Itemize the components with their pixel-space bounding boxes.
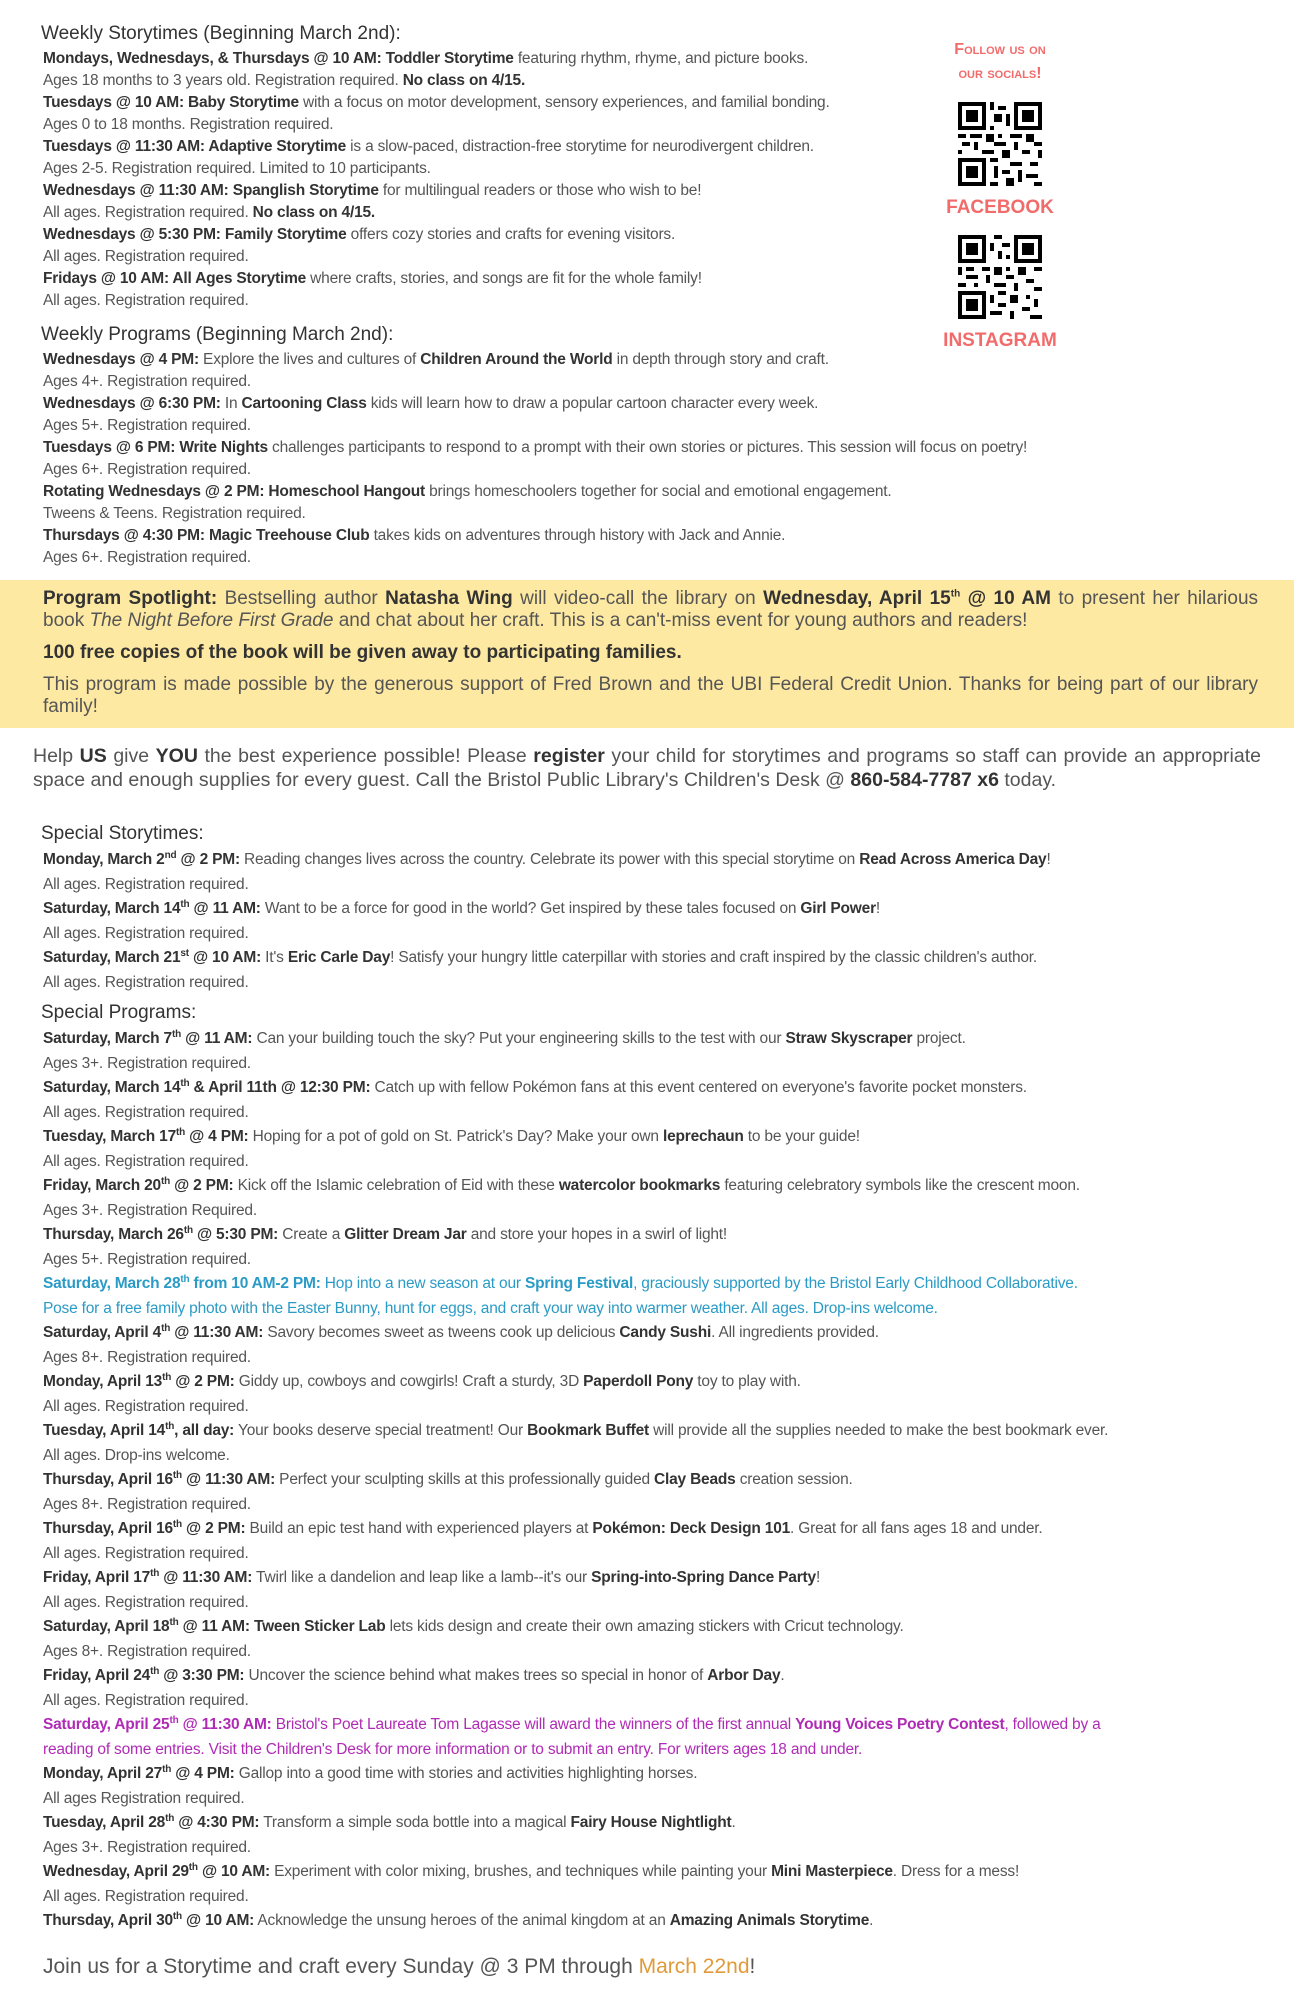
list-line [43,922,1103,947]
text-segment: challenges participants to respond to a prompt with their own stories or pictures. This session will focus on poetry! [267,439,1028,456]
list-line [43,1199,1103,1224]
text-segment: All ages. Registration required. [43,1152,249,1170]
list-line [43,1860,1103,1885]
bold-text: Mondays, Wednesdays, & Thursdays @ 10 AM: Toddler Storytime [43,50,514,67]
text-segment: . All ingredients provided. [711,1324,879,1341]
bold-text: Clay Beads [654,1471,736,1488]
special-storytimes-list [43,848,1103,995]
bold-text: th [150,1567,160,1579]
list-line [43,1444,1103,1469]
spotlight-paragraph [43,588,1258,632]
bold-text: @ 10 AM: [197,1863,271,1880]
text-segment: Ages 5+. Registration required. [43,417,251,434]
text-segment: Ages 6+. Registration required. [43,549,251,566]
bold-text: @ 10 AM [960,588,1051,609]
list-line [43,1248,1103,1273]
text-segment: Create a [278,1226,345,1243]
bold-text: Bookmark Buffet [527,1422,650,1439]
bold-text: Rotating Wednesdays @ 2 PM: Homeschool Hangout [43,483,425,500]
bold-text: No class on 4/15. [402,72,526,89]
bold-text: th [188,1861,198,1873]
list-line [43,1272,1103,1297]
text-segment: the best experience possible! Please [197,745,534,767]
text-segment: takes kids on adventures through history with Jack and Annie. [369,527,786,544]
bold-text: , all day: [174,1422,235,1439]
weekly-programs-list [43,349,1103,569]
bold-text: Glitter Dream Jar [344,1226,467,1243]
text-segment: Ages 5+. Registration required. [43,1250,251,1268]
list-line [43,1787,1103,1812]
text-segment: Ages 3+. Registration Required. [43,1201,257,1219]
bold-text: @ 2 PM: [170,1177,234,1194]
text-segment: All ages. Registration required. [43,1691,249,1709]
text-segment: Tweens & Teens. Registration required. [43,505,306,522]
instagram-qr-code-icon[interactable] [958,235,1042,319]
text-segment: give [106,745,156,767]
list-line [43,1150,1103,1175]
text-segment: with a focus on motor development, sensory experiences, and familial bonding. [298,94,830,111]
bold-text: @ 4 PM: [185,1128,249,1145]
list-line [43,1052,1103,1077]
list-line [43,1517,1103,1542]
list-line [43,1468,1103,1493]
bold-text: Thursday, April 16 [43,1471,173,1488]
bold-text: from 10 AM-2 PM: [189,1275,321,1292]
facebook-label[interactable]: FACEBOOK [946,197,1054,218]
bold-text: US [79,745,107,767]
spotlight-text [43,588,1258,728]
text-segment: All ages. Registration required. [43,204,253,221]
text-segment: Build an epic test hand with experienced players at [245,1520,593,1537]
bold-text: Friday, March 20 [43,1177,161,1194]
bold-text: Wednesday, April 29 [43,1863,189,1880]
bold-text: st [180,947,189,959]
bold-text: th [162,1763,172,1775]
text-segment: Ages 0 to 18 months. Registration required. [43,116,334,133]
bold-text: Pokémon: Deck Design 101 [592,1520,791,1537]
text-segment: and store your hopes in a swirl of light! [466,1226,728,1243]
bold-text: th [169,1616,179,1628]
list-line [43,1762,1103,1787]
text-segment: Twirl like a dandelion and leap like a lamb--it's our [252,1569,592,1586]
bold-text: nd [164,849,177,861]
list-line [43,1811,1103,1836]
bold-text: Saturday, March 28 [43,1275,181,1292]
list-line [43,481,1103,503]
bold-text: th [169,1714,179,1726]
bold-text: @ 3:30 PM: [159,1667,245,1684]
section-heading: Special Storytimes: [39,820,212,848]
social-title-line2: our socials! [958,65,1042,82]
list-line [43,1591,1103,1616]
bold-text: th [950,588,961,600]
bold-text: 100 free copies of the book will be given away to participating families. [43,642,682,663]
text-segment: toy to play with. [693,1373,801,1390]
text-segment: Transform a simple soda bottle into a magical [259,1814,571,1831]
bold-text: Paperdoll Pony [583,1373,694,1390]
bold-text: th [183,1224,193,1236]
text-segment: , graciously supported by the Bristol Early Childhood Collaborative. [633,1275,1078,1292]
text-segment: Ages 6+. Registration required. [43,461,251,478]
text-segment: , followed by a [1004,1716,1101,1733]
list-line [43,1297,1103,1322]
bold-text: @ 11 AM: Tween Sticker Lab [178,1618,386,1635]
text-segment: Gallop into a good time with stories and activities highlighting horses. [234,1765,698,1782]
list-line [43,946,1103,971]
text-segment: All ages. Registration required. [43,973,249,991]
list-line [43,393,1103,415]
text-segment: Bristol's Poet Laureate Tom Lagasse will award the winners of the first annual [271,1716,796,1733]
program-spotlight-banner [0,580,1294,728]
text-segment: Experiment with color mixing, brushes, and techniques while painting your [270,1863,772,1880]
text-segment: All ages Registration required. [43,1789,245,1807]
bold-text: Saturday, March 14 [43,1079,181,1096]
bold-text: th [180,898,190,910]
bold-text: Thursday, April 16 [43,1520,173,1537]
list-line [43,525,1103,547]
section-heading: Special Programs: [39,999,204,1027]
text-segment: ! [1046,851,1051,868]
text-segment: your child for storytimes and programs so staff can provide an appropriate space and enough supplies for every guest. Call the Bristol Public Library's Children's Desk @ [33,745,1261,791]
text-segment: featuring rhythm, rhyme, and picture books. [513,50,809,67]
text-segment: Perfect your sculpting skills at this professionally guided [275,1471,655,1488]
bold-text: Saturday, April 4 [43,1324,162,1341]
list-line [43,1174,1103,1199]
text-segment: and chat about her craft. This is a can't-miss event for young authors and readers! [333,610,1028,631]
bold-text: @ 5:30 PM: [192,1226,279,1243]
bold-text: @ 11:30 AM: [170,1324,264,1341]
bold-text: @ 2 PM: [181,1520,246,1537]
bold-text: @ 11 AM: [189,900,261,917]
list-line [43,1713,1103,1738]
text-segment: will video-call the library on [512,588,764,609]
text-segment: Ages 8+. Registration required. [43,1495,251,1513]
list-line [43,848,1103,873]
bold-text: Tuesday, April 14 [43,1422,166,1439]
bold-text: th [180,1273,190,1285]
list-line [43,1419,1109,1444]
text-segment: Ages 18 months to 3 years old. Registration required. [43,72,403,89]
bold-text: Girl Power [800,900,876,917]
text-segment: Ages 2-5. Registration required. Limited to 10 participants. [43,160,431,177]
list-line [43,1885,1103,1910]
text-segment: Want to be a force for good in the world? Get inspired by these tales focused on [260,900,801,917]
list-line [43,437,1103,459]
bold-text: th [180,1077,190,1089]
bold-text: Wednesday, April 15 [763,588,951,609]
text-segment: will provide all the supplies needed to make the best bookmark ever. [649,1422,1109,1439]
bold-text: @ 11:30 AM: [178,1716,272,1733]
bold-text: Tuesdays @ 6 PM: Write Nights [43,439,268,456]
bold-text: Tuesdays @ 11:30 AM: Adaptive Storytime [43,138,347,155]
bold-text: @ 11 AM: [181,1030,253,1047]
text-segment: Reading changes lives across the country. Celebrate its power with this special storytime on [239,851,860,868]
bold-text: Thursday, March 26 [43,1226,184,1243]
bold-text: Tuesday, March 17 [43,1128,176,1145]
text-segment: Ages 8+. Registration required. [43,1348,251,1366]
bold-text: Thursdays @ 4:30 PM: Magic Treehouse Club [43,527,370,544]
text-segment: All ages. Registration required. [43,1593,249,1611]
bold-text: Wednesdays @ 6:30 PM: [43,395,221,412]
text-segment: is a slow-paced, distraction-free storytime for neurodivergent children. [346,138,814,155]
list-line [43,1689,1103,1714]
bold-text: Saturday, March 7 [43,1030,172,1047]
bold-text: Eric Carle Day [287,949,391,966]
bold-text: Tuesday, April 28 [43,1814,166,1831]
instagram-label[interactable]: INSTAGRAM [943,330,1057,351]
list-line [43,873,1103,898]
text-segment: All ages. Registration required. [43,1544,249,1562]
text-segment: Ages 3+. Registration required. [43,1054,251,1072]
footer-end: ! [749,1955,756,1978]
text-segment: All ages. Drop-ins welcome. [43,1446,230,1464]
bold-text: Saturday, March 21 [43,949,181,966]
text-segment: Acknowledge the unsung heroes of the animal kingdom at an [254,1912,670,1929]
text-segment: Ages 4+. Registration required. [43,373,251,390]
bold-text: Program Spotlight: [43,588,218,609]
bold-text: Arbor Day [707,1667,781,1684]
text-segment: All ages. Registration required. [43,924,249,942]
bold-text: th [172,1910,182,1922]
text-segment: in depth through story and craft. [612,351,829,368]
list-line [43,1223,1103,1248]
text-segment: project. [912,1030,966,1047]
bold-text: Monday, April 27 [43,1765,163,1782]
bold-text: @ 11:30 AM: [159,1569,253,1586]
bold-text: th [172,1518,182,1530]
social-title-line1: Follow us on [954,41,1046,58]
list-line [43,349,1103,371]
text-segment: . Dress for a mess! [892,1863,1020,1880]
bold-text: Read Across America Day [859,851,1047,868]
spotlight-paragraph [43,642,1258,664]
list-line [43,1346,1103,1371]
bold-text: No class on 4/15. [252,204,376,221]
text-segment: Your books deserve special treatment! Our [234,1422,528,1439]
bold-text: Thursday, April 30 [43,1912,173,1929]
text-segment: . Great for all fans ages 18 and under. [790,1520,1043,1537]
bold-text: th [176,1126,186,1138]
text-segment: lets kids design and create their own amazing stickers with Cricut technology. [385,1618,904,1635]
text-segment: Hoping for a pot of gold on St. Patrick's Day? Make your own [248,1128,663,1145]
footer-note [43,1955,755,1979]
text-segment: All ages. Registration required. [43,248,249,265]
bold-text: Fridays @ 10 AM: All Ages Storytime [43,270,307,287]
list-line [43,1395,1103,1420]
text-segment: This program is made possible by the generous support of Fred Brown and the UBI Federal Credit Union. Thanks for being part of our library family! [43,674,1258,717]
bold-text: Friday, April 24 [43,1667,151,1684]
section-heading: Weekly Programs (Beginning March 2nd): [39,321,401,349]
registration-help-text [33,744,1261,792]
text-segment: Ages 3+. Registration required. [43,1838,251,1856]
text-segment: brings homeschoolers together for social and emotional engagement. [424,483,892,500]
text-segment: . [731,1814,736,1831]
list-line [43,1493,1103,1518]
bold-text: @ 10 AM: [181,1912,255,1929]
bold-text: th [172,1469,182,1481]
text-segment: All ages. Registration required. [43,1397,249,1415]
bold-text: Amazing Animals Storytime [669,1912,870,1929]
bold-text: Monday, April 13 [43,1373,163,1390]
bold-text: @ 2 PM: [176,851,240,868]
bold-text: Children Around the World [420,351,613,368]
bold-text: Wednesdays @ 5:30 PM: Family Storytime [43,226,347,243]
bold-text: th [161,1322,171,1334]
bold-text: Spring Festival [524,1275,634,1292]
text-segment: for multilingual readers or those who wish to be! [378,182,702,199]
bold-text: Wednesdays @ 4 PM: [43,351,199,368]
list-line [43,1615,1103,1640]
social-links [940,38,1060,352]
bold-text: @ 10 AM: [188,949,262,966]
text-segment: Hop into a new season at our [320,1275,525,1292]
text-segment: In [220,395,242,412]
bold-text: Wednesdays @ 11:30 AM: Spanglish Storytime [43,182,379,199]
list-line [43,1738,1103,1763]
bold-text: YOU [155,745,198,767]
text-segment: ! [815,1569,821,1586]
list-line [43,503,1103,525]
text-segment: All ages. Registration required. [43,292,249,309]
text-segment: Kick off the Islamic celebration of Eid with these [233,1177,559,1194]
bold-text: Straw Skyscraper [785,1030,913,1047]
list-line [43,1836,1103,1861]
bold-text: register [533,745,605,767]
special-programs-list [43,1027,1109,1934]
text-segment: All ages. Registration required. [43,1887,249,1905]
bold-text: watercolor bookmarks [558,1177,721,1194]
text-segment: Savory becomes sweet as tweens cook up delicious [263,1324,620,1341]
bold-text: & April 11th @ 12:30 PM: [189,1079,371,1096]
text-segment: Can your building touch the sky? Put your engineering skills to the test with our [252,1030,786,1047]
list-line [43,1566,1103,1591]
bold-text: @ 2 PM: [171,1373,235,1390]
bold-text: th [165,1812,175,1824]
text-segment: Pose for a free family photo with the Easter Bunny, hunt for eggs, and craft your way into warmer weather. All ages. Drop-ins welcome. [43,1299,938,1317]
special-storytimes-section [43,820,1103,995]
text-segment: All ages. Registration required. [43,1103,249,1121]
bold-text: Spring-into-Spring Dance Party [591,1569,816,1586]
list-line [43,1664,1103,1689]
text-segment: featuring celebratory symbols like the crescent moon. [720,1177,1080,1194]
facebook-qr-code-icon[interactable] [958,102,1042,186]
text-segment: kids will learn how to draw a popular cartoon character every week. [366,395,819,412]
bold-text: Fairy House Nightlight [570,1814,732,1831]
list-line [43,371,1103,393]
text-segment: ! Satisfy your hungry little caterpillar with stories and craft inspired by the classic children's author. [390,949,1037,966]
text-segment: Uncover the science behind what makes trees so special in honor of [244,1667,708,1684]
bold-text: th [150,1665,160,1677]
text-segment: All ages. Registration required. [43,875,249,893]
text-segment: offers cozy stories and crafts for evening visitors. [346,226,676,243]
text-segment: where crafts, stories, and songs are fit for the whole family! [306,270,702,287]
special-programs-section [41,999,1109,1934]
list-line [43,1027,1103,1052]
list-line [43,897,1103,922]
list-line [43,1076,1103,1101]
text-segment: ! [875,900,881,917]
text-segment: creation session. [735,1471,853,1488]
section-heading: Weekly Storytimes (Beginning March 2nd): [39,20,409,48]
text-segment: Explore the lives and cultures of [198,351,421,368]
text-segment: to present her hilarious book [43,588,1259,631]
bold-text: th [171,1028,182,1040]
bold-text: @ 11:30 AM: [181,1471,276,1488]
text-segment: today. [998,769,1057,791]
bold-text: 860-584-7787 x6 [850,769,999,791]
bold-text: Natasha Wing [385,588,513,609]
list-line [43,1909,1103,1934]
list-line [43,1640,1103,1665]
text-segment: It's [261,949,288,966]
bold-text: @ 4 PM: [171,1765,235,1782]
bold-text: Saturday, April 18 [43,1618,170,1635]
list-line [43,1321,1103,1346]
list-line [43,1542,1103,1567]
bold-text: Young Voices Poetry Contest [795,1716,1005,1733]
bold-text: Tuesdays @ 10 AM: Baby Storytime [43,94,299,111]
list-line [43,971,1103,996]
bold-text: th [165,1420,175,1432]
list-line [43,1101,1103,1126]
footer-highlight: March 22nd [638,1955,750,1978]
text-segment: to be your guide! [743,1128,860,1145]
bold-text: @ 4:30 PM: [174,1814,260,1831]
bold-text: Mini Masterpiece [771,1863,893,1880]
text-segment: Catch up with fellow Pokémon fans at this event centered on everyone's favorite pocket monsters. [370,1079,1027,1096]
text-segment: . [869,1912,874,1929]
bold-text: Saturday, March 14 [43,900,181,917]
bold-text: Cartooning Class [241,395,367,412]
bold-text: Candy Sushi [619,1324,712,1341]
bold-text: th [160,1175,171,1187]
text-segment: reading of some entries. Visit the Children's Desk for more information or to submit an entry. For writers ages 18 and under. [43,1740,863,1758]
text-segment: Help [33,745,80,767]
list-line [43,459,1103,481]
weekly-programs-section [43,321,1103,569]
bold-text: leprechaun [662,1128,744,1145]
text-segment: Bestselling author [217,588,386,609]
text-segment: The Night Before First Grade [89,610,334,631]
text-segment: Giddy up, cowboys and cowgirls! Craft a sturdy, 3D [234,1373,584,1390]
list-line [43,415,1103,437]
bold-text: Monday, March 2 [43,851,165,868]
list-line [43,1125,1103,1150]
text-segment: Ages 8+. Registration required. [43,1642,251,1660]
text-segment: . [780,1667,785,1684]
list-line [43,1370,1103,1395]
footer-text: Join us for a Storytime and craft every Sunday @ 3 PM through [43,1955,639,1978]
bold-text: th [162,1371,172,1383]
list-line [43,547,1103,569]
bold-text: Saturday, April 25 [43,1716,170,1733]
bold-text: Friday, April 17 [43,1569,151,1586]
spotlight-paragraph [43,674,1258,718]
